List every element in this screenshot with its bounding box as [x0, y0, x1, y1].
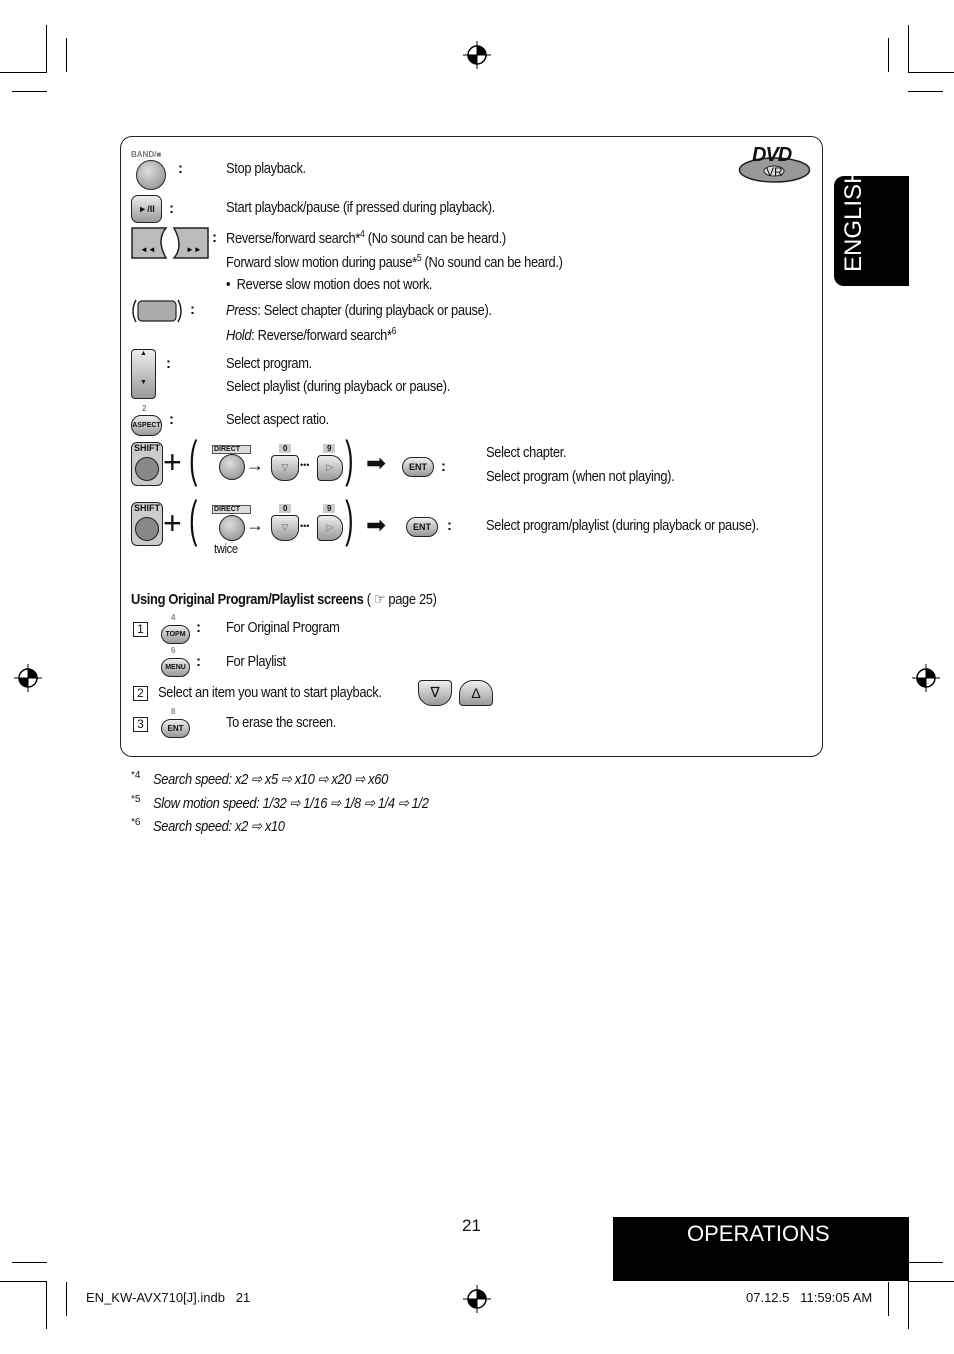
ellipsis-icon: •••: [300, 521, 310, 531]
registration-mark-icon: [463, 1285, 491, 1313]
ent-button[interactable]: ENT: [161, 719, 190, 738]
program-text: Select program.: [226, 355, 312, 372]
crop-mark: [908, 1262, 943, 1263]
footer-stamp: 07.12.5 11:59:05 AM: [746, 1290, 873, 1305]
plus-sign: +: [163, 505, 182, 541]
colon: :: [196, 619, 201, 636]
crop-mark: [908, 91, 943, 92]
crop-mark: [12, 91, 47, 92]
chapter-skip-button[interactable]: [130, 298, 184, 324]
zero-key[interactable]: ▽: [271, 455, 299, 481]
playlist-select-text: Select program/playlist (during playback or pause).: [486, 517, 759, 534]
colon: :: [169, 411, 174, 428]
shift-label: SHIFT: [134, 443, 160, 453]
play-pause-button[interactable]: ►/II: [131, 195, 162, 223]
slow-text: Forward slow motion during pause*$^5$ (No sound can be heard.): [226, 253, 563, 271]
shift-button[interactable]: [135, 517, 159, 541]
svg-text:◄◄: ◄◄: [140, 245, 156, 254]
menu-number: 6: [171, 646, 176, 655]
bracket-close: ): [345, 431, 354, 487]
arrow-icon: →: [246, 515, 264, 535]
footnote: [131, 770, 426, 789]
colon: :: [447, 517, 452, 534]
step-number: 2: [133, 686, 148, 701]
footnote-text: Search speed: x2 ⇨ x10: [152, 818, 285, 835]
bracket-open: (: [189, 431, 198, 487]
zero-key[interactable]: ▽: [271, 515, 299, 541]
language-tab-label: ENGLISH: [840, 166, 867, 272]
ent-button[interactable]: ENT: [402, 457, 434, 477]
right-arrow-icon: ➡: [366, 450, 387, 477]
crop-mark: [0, 72, 47, 73]
nine-key-label: 9: [323, 444, 335, 453]
nine-key-label: 9: [323, 504, 335, 513]
crop-mark: [908, 1282, 909, 1329]
topm-number: 4: [171, 613, 176, 622]
footnote-mark: *5: [131, 794, 141, 805]
footnote: [131, 794, 473, 813]
crop-mark: [908, 1281, 954, 1282]
colon: :: [196, 653, 201, 670]
chapter-program-text: Select program (when not playing).: [486, 468, 675, 485]
crop-mark: [46, 1282, 47, 1329]
colon: :: [178, 160, 183, 177]
crop-mark: [12, 1262, 47, 1263]
shift-label: SHIFT: [134, 503, 160, 513]
step-number: 3: [133, 717, 148, 732]
crop-mark: [888, 38, 889, 72]
press-text: Press: Select chapter (during playback or pause).: [226, 302, 492, 319]
reverse-forward-buttons[interactable]: [130, 226, 210, 260]
topm-button[interactable]: TOPM: [161, 625, 190, 644]
arrow-icon: →: [246, 455, 264, 475]
crop-mark: [0, 1281, 47, 1282]
plus-sign: +: [163, 444, 182, 480]
stop-text: Stop playback.: [226, 160, 306, 177]
aspect-button[interactable]: ASPECT: [131, 415, 162, 436]
step2-text: Select an item you want to start playback.: [158, 684, 382, 701]
footnote-mark: *4: [131, 770, 141, 781]
page-number: 21: [462, 1216, 481, 1235]
aspect-text: Select aspect ratio.: [226, 411, 329, 428]
direct-label: DIRECT: [212, 445, 251, 454]
original-program-text: For Original Program: [226, 619, 340, 636]
chapter-text: Select chapter.: [486, 444, 567, 461]
footnote: [131, 817, 306, 836]
direct-label: DIRECT: [212, 505, 251, 514]
registration-mark-icon: [463, 41, 491, 69]
direct-button[interactable]: [219, 515, 245, 541]
stop-button[interactable]: [136, 160, 166, 190]
bracket-open: (: [189, 491, 198, 547]
playlist-text: Select playlist (during playback or pause).: [226, 378, 450, 395]
band-label: BAND/■: [131, 150, 162, 159]
play-text: Start playback/pause (if pressed during playback).: [226, 199, 495, 216]
dvd-vr-badge: [738, 146, 811, 183]
ent-number: 8: [171, 707, 176, 716]
nine-key[interactable]: ▷: [317, 455, 343, 481]
shift-button-group[interactable]: [131, 502, 163, 546]
up-button[interactable]: Δ: [459, 680, 493, 706]
footnote-text: Slow motion speed: 1/32 ⇨ 1/16 ⇨ 1/8 ⇨ 1/4 ⇨ 1/2: [152, 795, 429, 812]
vr-logo-text: VR: [766, 165, 783, 179]
twice-label: twice: [214, 541, 238, 556]
nine-key[interactable]: ▷: [317, 515, 343, 541]
crop-mark: [66, 38, 67, 72]
step-number: 1: [133, 622, 148, 637]
footer-file: EN_KW-AVX710[J].indb 21: [86, 1290, 251, 1305]
menu-button[interactable]: MENU: [161, 658, 190, 677]
bracket-close: ): [345, 491, 354, 547]
program-updown-button[interactable]: ▲ ▼: [131, 349, 156, 399]
colon: :: [166, 355, 171, 372]
section-title: OPERATIONS: [687, 1221, 830, 1246]
crop-mark: [888, 1282, 889, 1316]
language-tab: [834, 166, 909, 286]
registration-mark-icon: [14, 664, 42, 692]
direct-button[interactable]: [219, 454, 245, 480]
ent-button[interactable]: ENT: [406, 517, 438, 537]
original-heading: Using Original Program/Playlist screens ( ☞ page 25): [131, 591, 437, 608]
crop-mark: [66, 1282, 67, 1316]
crop-mark: [46, 25, 47, 72]
footnote-mark: *6: [131, 817, 141, 828]
slow-note: • Reverse slow motion does not work.: [226, 276, 433, 293]
section-bar: [613, 1217, 909, 1281]
down-button[interactable]: ∇: [418, 680, 452, 706]
colon: :: [441, 458, 446, 475]
svg-text:►►: ►►: [186, 245, 202, 254]
right-arrow-icon: ➡: [366, 512, 387, 539]
shift-button-group[interactable]: [131, 442, 163, 486]
crop-mark: [908, 25, 909, 72]
colon: :: [212, 229, 217, 246]
playlist-option-text: For Playlist: [226, 653, 286, 670]
registration-mark-icon: [912, 664, 940, 692]
dvd-logo-text: DVD: [752, 144, 792, 166]
crop-mark: [908, 72, 954, 73]
footnote-text: Search speed: x2 ⇨ x5 ⇨ x10 ⇨ x20 ⇨ x60: [152, 771, 388, 788]
ellipsis-icon: •••: [300, 460, 310, 470]
hold-text: Hold: Reverse/forward search*$^6$: [226, 326, 397, 344]
colon: :: [190, 301, 195, 318]
search-text: Reverse/forward search*$^4$ (No sound can be heard.): [226, 229, 506, 247]
shift-button[interactable]: [135, 457, 159, 481]
colon: :: [169, 200, 174, 217]
zero-key-label: 0: [279, 444, 291, 453]
zero-key-label: 0: [279, 504, 291, 513]
step3-text: To erase the screen.: [226, 714, 337, 731]
aspect-number: 2: [142, 404, 147, 413]
